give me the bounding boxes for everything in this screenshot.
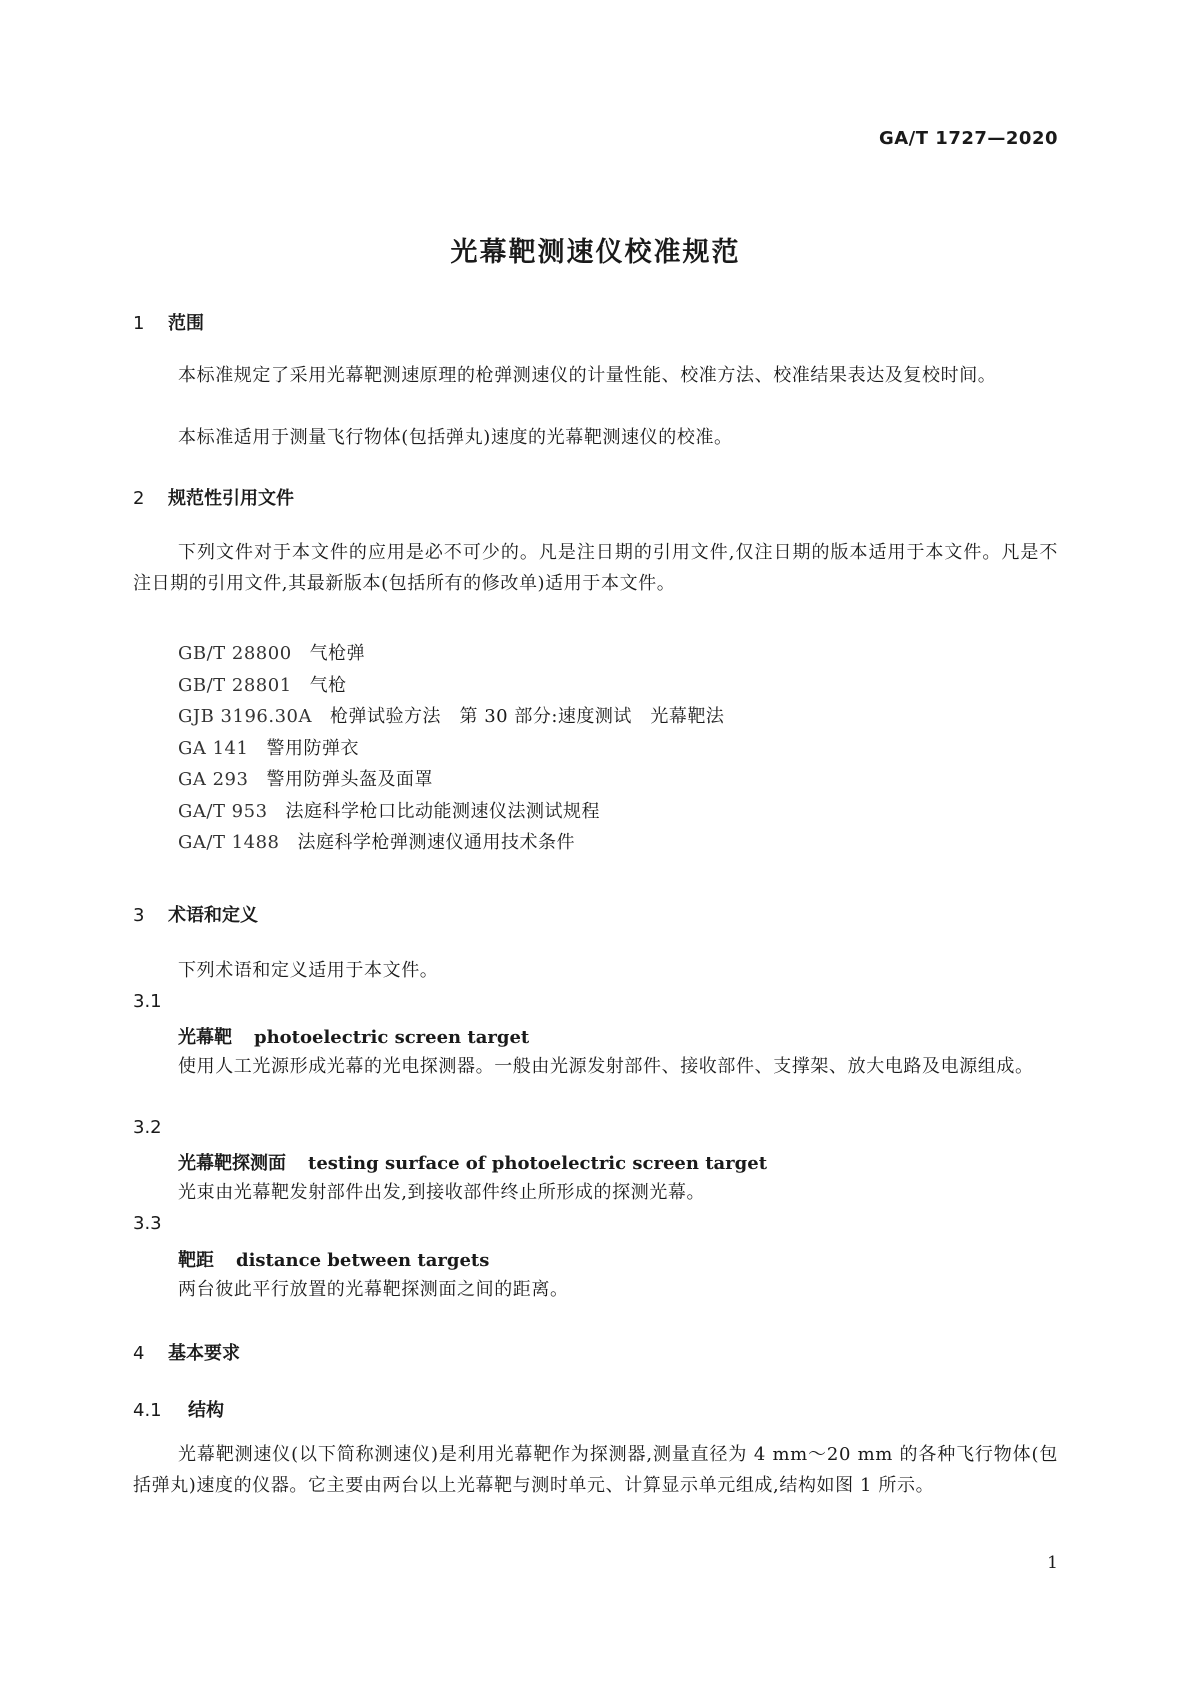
list-item bbox=[178, 638, 724, 670]
term-number: 3.1 bbox=[133, 991, 162, 1012]
section-number: 1 bbox=[133, 313, 145, 334]
reference-name: 法庭科学枪弹测速仪通用技术条件 bbox=[297, 832, 575, 853]
section-heading-4 bbox=[133, 1339, 240, 1365]
section-number: 3 bbox=[133, 905, 145, 926]
standard-code: GA/T 1727—2020 bbox=[878, 128, 1058, 149]
term-chinese: 光幕靶 bbox=[178, 1027, 232, 1048]
reference-name: 枪弹试验方法 第 30 部分:速度测试 光幕靶法 bbox=[329, 706, 725, 727]
list-item bbox=[178, 670, 724, 702]
paragraph: 光幕靶测速仪(以下简称测速仪)是利用光幕靶作为探测器,测量直径为 4 mm～20 mm 的各种飞行物体(包括弹丸)速度的仪器。它主要由两台以上光幕靶与测时单元、计算显示单元组成,结构如图 1 所示。 bbox=[133, 1444, 1058, 1496]
term-heading bbox=[178, 1023, 529, 1049]
subsection-number: 4.1 bbox=[133, 1400, 162, 1421]
reference-code: GA/T 953 bbox=[178, 800, 268, 822]
reference-name: 警用防弹衣 bbox=[266, 737, 359, 759]
reference-code: GA 141 bbox=[178, 737, 249, 759]
paragraph: 下列术语和定义适用于本文件。 bbox=[178, 960, 439, 981]
reference-code: GJB 3196.30A bbox=[178, 706, 312, 727]
section-heading-1 bbox=[133, 309, 204, 335]
document-title: 光幕靶测速仪校准规范 bbox=[450, 237, 741, 268]
term-number: 3.2 bbox=[133, 1117, 162, 1138]
paragraph: 下列文件对于本文件的应用是必不可少的。凡是注日期的引用文件,仅注日期的版本适用于本文件。凡是不注日期的引用文件,其最新版本(包括所有的修改单)适用于本文件。 bbox=[133, 542, 1058, 594]
list-item bbox=[178, 764, 724, 796]
page-number: 1 bbox=[1047, 1553, 1058, 1573]
subsection-title: 结构 bbox=[188, 1400, 224, 1421]
term-number: 3.3 bbox=[133, 1213, 162, 1234]
reference-name: 法庭科学枪口比动能测速仪法测试规程 bbox=[285, 800, 601, 822]
term-chinese: 光幕靶探测面 bbox=[178, 1153, 286, 1174]
term-chinese: 靶距 bbox=[178, 1250, 214, 1271]
reference-code: GA/T 1488 bbox=[178, 832, 280, 853]
term-heading bbox=[178, 1246, 489, 1272]
reference-name: 警用防弹头盔及面罩 bbox=[266, 769, 433, 790]
reference-code: GB/T 28800 bbox=[178, 643, 292, 664]
term-english: testing surface of photoelectric screen target bbox=[308, 1153, 768, 1174]
section-heading-3 bbox=[133, 901, 258, 927]
list-item bbox=[178, 701, 724, 733]
section-number: 2 bbox=[133, 488, 145, 509]
paragraph: 本标准适用于测量飞行物体(包括弹丸)速度的光幕靶测速仪的校准。 bbox=[178, 427, 733, 448]
subsection-heading-4-1 bbox=[133, 1396, 224, 1422]
section-title: 范围 bbox=[168, 313, 204, 334]
reference-code: GB/T 28801 bbox=[178, 674, 292, 696]
section-title: 术语和定义 bbox=[168, 905, 258, 926]
reference-name: 气枪弹 bbox=[309, 643, 366, 664]
term-heading bbox=[178, 1149, 767, 1175]
list-item bbox=[178, 827, 724, 859]
section-heading-2 bbox=[133, 484, 294, 510]
section-number: 4 bbox=[133, 1343, 145, 1364]
term-definition: 使用人工光源形成光幕的光电探测器。一般由光源发射部件、接收部件、支撑架、放大电路及电源组成。 bbox=[178, 1056, 1034, 1077]
normative-reference-list bbox=[178, 638, 724, 859]
reference-name: 气枪 bbox=[309, 674, 347, 696]
term-definition: 光束由光幕靶发射部件出发,到接收部件终止所形成的探测光幕。 bbox=[178, 1182, 706, 1203]
section-title: 规范性引用文件 bbox=[168, 488, 294, 509]
term-definition: 两台彼此平行放置的光幕靶探测面之间的距离。 bbox=[178, 1279, 569, 1300]
reference-code: GA 293 bbox=[178, 769, 249, 790]
list-item bbox=[178, 733, 724, 765]
list-item bbox=[178, 796, 724, 828]
term-english: distance between targets bbox=[236, 1250, 490, 1271]
term-english: photoelectric screen target bbox=[254, 1027, 530, 1048]
section-title: 基本要求 bbox=[168, 1343, 240, 1364]
paragraph: 本标准规定了采用光幕靶测速原理的枪弹测速仪的计量性能、校准方法、校准结果表达及复校时间。 bbox=[178, 365, 997, 386]
